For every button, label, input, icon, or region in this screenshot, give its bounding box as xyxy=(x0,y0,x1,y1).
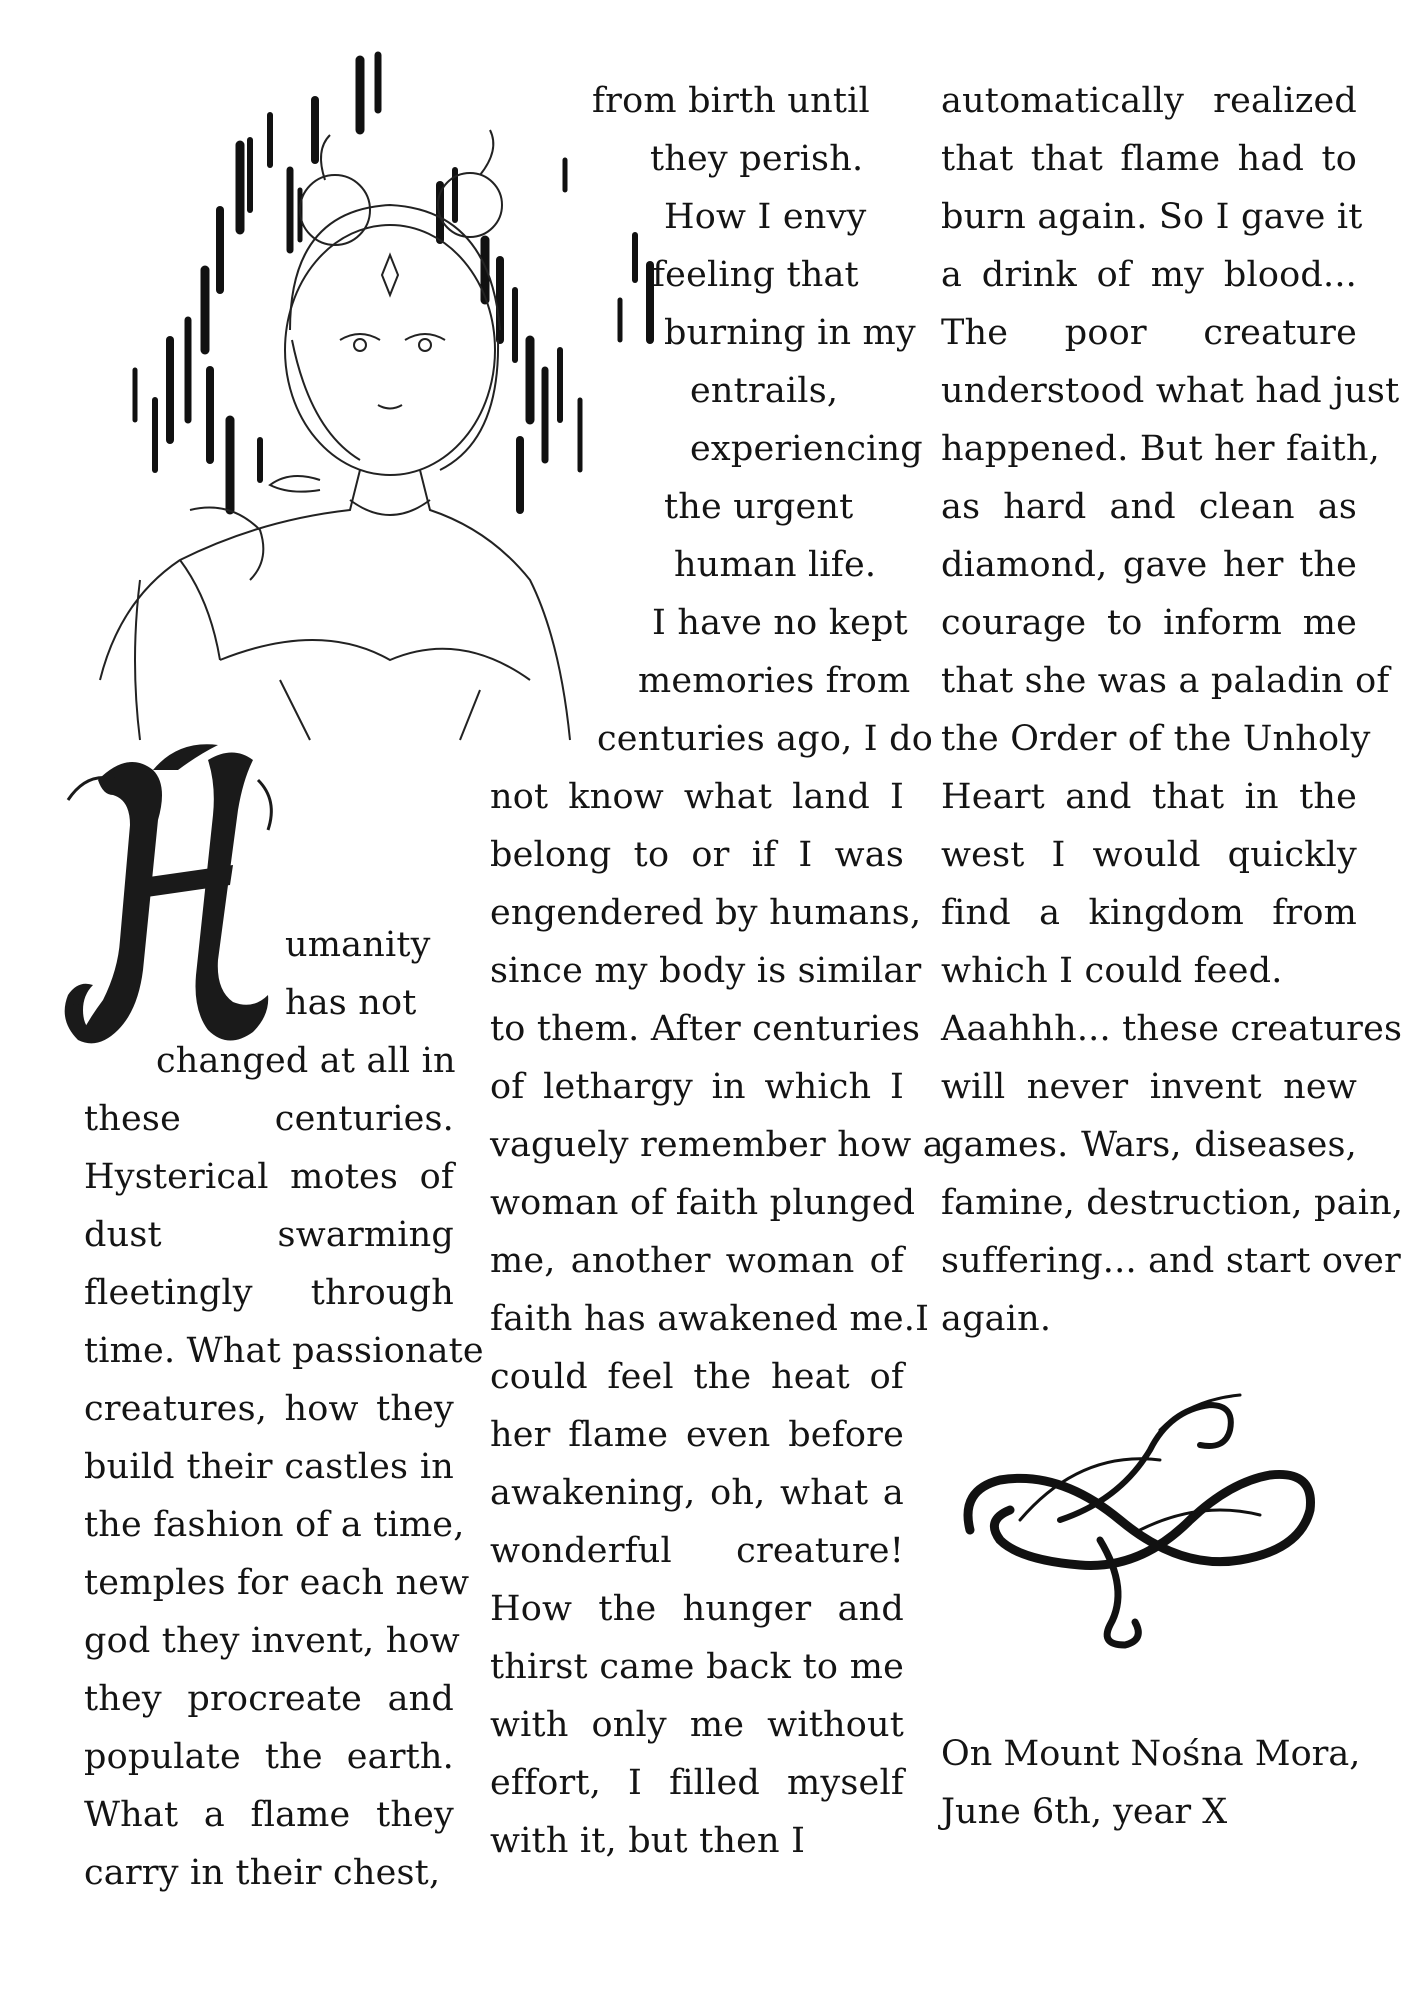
col2-line: thirst came back to me xyxy=(490,1647,904,1687)
col1-line: populate the earth. xyxy=(84,1737,454,1777)
col2-line: human life. xyxy=(674,545,877,585)
col2-line: belong to or if I was xyxy=(490,835,904,875)
col1-line: What a flame they xyxy=(84,1795,454,1835)
col2-line: since my body is similar xyxy=(490,951,922,991)
col3-line: a drink of my blood... xyxy=(941,255,1357,295)
col3-line: automatically realized xyxy=(941,81,1357,121)
col3-line: the Order of the Unholy xyxy=(941,719,1371,759)
col3-line: understood what had just xyxy=(941,371,1400,411)
col1-line: the fashion of a time, xyxy=(84,1505,465,1545)
col3-line: which I could feed. xyxy=(941,951,1283,991)
col3-line: Heart and that in the xyxy=(941,777,1357,817)
col2-line: entrails, xyxy=(690,371,839,411)
illustration xyxy=(60,40,680,760)
col3-line: as hard and clean as xyxy=(941,487,1357,527)
date-line: June 6th, year X xyxy=(941,1792,1228,1832)
col2-line: with it, but then I xyxy=(490,1821,806,1861)
col2-line: How the hunger and xyxy=(490,1589,904,1629)
flourish-ornament xyxy=(940,1390,1340,1650)
col1-line: these centuries. xyxy=(84,1099,454,1139)
col1-line: creatures, how they xyxy=(84,1389,454,1429)
col1-line: Hysterical motes of xyxy=(84,1157,454,1197)
col3-line: diamond, gave her the xyxy=(941,545,1357,585)
col2-line: woman of faith plunged xyxy=(490,1183,916,1223)
drop-cap-h xyxy=(58,740,283,1060)
col3-line: suffering... and start over xyxy=(941,1241,1401,1281)
col2-line: feeling that xyxy=(652,255,859,295)
col3-line: courage to inform me xyxy=(941,603,1357,643)
col2-line: I have no kept xyxy=(652,603,908,643)
col2-line: burning in my xyxy=(664,313,916,353)
col2-line: engendered by humans, xyxy=(490,893,922,933)
col1-line: carry in their chest, xyxy=(84,1853,441,1893)
col3-line: happened. But her faith, xyxy=(941,429,1380,469)
col2-line: awakening, oh, what a xyxy=(490,1473,904,1513)
col3-line: will never invent new xyxy=(941,1067,1357,1107)
col2-line: to them. After centuries xyxy=(490,1009,921,1049)
col3-line: that she was a paladin of xyxy=(941,661,1390,701)
col2-line: vaguely remember how a xyxy=(490,1125,944,1165)
col1-line: dust swarming xyxy=(84,1215,454,1255)
col3-line: Aaahhh... these creatures xyxy=(941,1009,1403,1049)
col1-line: changed at all in xyxy=(156,1041,456,1081)
col3-line: that that flame had to xyxy=(941,139,1357,179)
col2-line: her flame even before xyxy=(490,1415,904,1455)
col2-line: How I envy xyxy=(664,197,867,237)
col2-line: they perish. xyxy=(650,139,864,179)
col2-line: memories from xyxy=(638,661,911,701)
col2-line: effort, I filled myself xyxy=(490,1763,904,1803)
place-line: On Mount Nośna Mora, xyxy=(941,1734,1361,1774)
col3-line: famine, destruction, pain, xyxy=(941,1183,1404,1223)
col1-line: god they invent, how xyxy=(84,1621,460,1661)
col2-line: the urgent xyxy=(664,487,854,527)
col2-line: faith has awakened me.I xyxy=(490,1299,930,1339)
col1-line: temples for each new xyxy=(84,1563,470,1603)
col2-line: me, another woman of xyxy=(490,1241,904,1281)
col3-line: west I would quickly xyxy=(941,835,1357,875)
col2-line: of lethargy in which I xyxy=(490,1067,904,1107)
col3-line: games. Wars, diseases, xyxy=(941,1125,1357,1165)
col1-line: time. What passionate xyxy=(84,1331,484,1371)
col2-line: not know what land I xyxy=(490,777,904,817)
col2-line: could feel the heat of xyxy=(490,1357,904,1397)
col2-line: with only me without xyxy=(490,1705,904,1745)
col1-line: build their castles in xyxy=(84,1447,454,1487)
col3-line: find a kingdom from xyxy=(941,893,1357,933)
col2-line: centuries ago, I do xyxy=(597,719,934,759)
col3-line: The poor creature xyxy=(941,313,1357,353)
col1-line: they procreate and xyxy=(84,1679,454,1719)
col1-line: has not xyxy=(285,983,417,1023)
col1-line: umanity xyxy=(285,925,431,965)
col3-line: again. xyxy=(941,1299,1052,1339)
col3-line: burn again. So I gave it xyxy=(941,197,1363,237)
col2-line: wonderful creature! xyxy=(490,1531,904,1571)
col1-line: fleetingly through xyxy=(84,1273,454,1313)
col2-line: from birth until xyxy=(592,81,870,121)
col2-line: experiencing xyxy=(690,429,923,469)
